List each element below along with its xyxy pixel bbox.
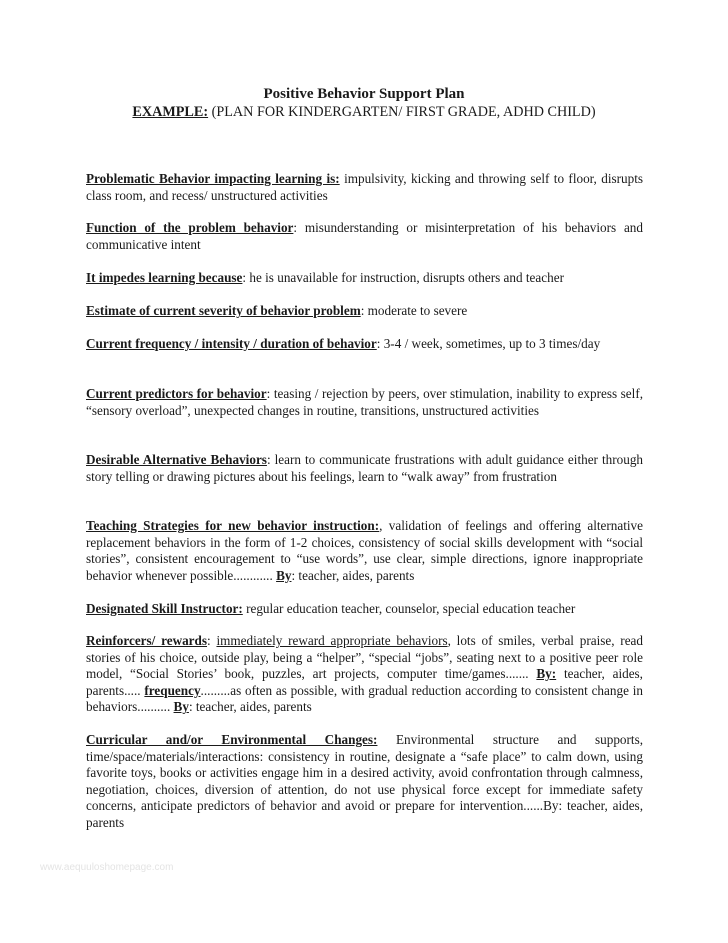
- section-problematic-behavior: [86, 171, 643, 204]
- section-text: .........as often as possible, with gradual reduction according to consistent change in behaviors..........: [86, 682, 643, 715]
- section-text: : he is unavailable for instruction, disrupts others and teacher: [242, 270, 564, 285]
- section-label: Reinforcers/ rewards: [86, 633, 208, 648]
- section-severity: [86, 303, 643, 320]
- section-label: Teaching Strategies for new behavior instruction:: [86, 518, 380, 533]
- section-text: : misunderstanding or misinterpretation of his behaviors and communicative intent: [86, 220, 643, 252]
- section-teaching: [86, 518, 643, 584]
- section-frequency: [86, 336, 643, 353]
- by-label: By: [276, 567, 292, 583]
- section-text: , validation of feelings and offering alternative replacement behaviors in the form of 1-2 choices, consistency of social skills development with “social stories”, consistent encouragement to “use words”, use clear, simple directions, ignore inappropriate behavior whenever possible............: [86, 518, 643, 583]
- frequency-label: frequency: [144, 682, 201, 698]
- section-label: Desirable Alternative Behaviors: [86, 452, 267, 467]
- section-text: : 3-4 / week, sometimes, up to 3 times/day: [376, 336, 601, 351]
- example-label: EXAMPLE:: [132, 104, 209, 120]
- section-text: :: [207, 633, 217, 648]
- section-text: : learn to communicate frustrations with adult guidance either through story telling or drawing pictures about his feelings, learn to “walk away” from frustration: [86, 452, 644, 484]
- section-function: [86, 220, 643, 253]
- section-text: : teacher, aides, parents: [188, 699, 312, 715]
- underlined-phrase: immediately reward appropriate behaviors: [216, 633, 448, 648]
- section-label: Designated Skill Instructor:: [86, 601, 243, 616]
- section-label: Current frequency / intensity / duration of behavior: [86, 336, 377, 351]
- section-text: : teasing / rejection by peers, over stimulation, inability to express self, “sensory overload”, unexpected changes in routine, transitions, unstructured activities: [86, 386, 644, 418]
- section-label: Problematic Behavior impacting learning is:: [86, 171, 340, 186]
- section-instructor: [86, 601, 643, 618]
- section-text: : moderate to severe: [360, 303, 468, 318]
- section-impedes: [86, 270, 643, 287]
- by-label: By: [173, 699, 189, 715]
- section-alternatives: [86, 452, 643, 485]
- by-label: By:: [536, 666, 557, 682]
- watermark: www.aequuloshomepage.com: [40, 862, 174, 873]
- section-label: Estimate of current severity of behavior problem: [86, 303, 361, 318]
- section-label: It impedes learning because: [86, 270, 243, 285]
- section-text: teacher, aides, parents.....: [86, 666, 643, 698]
- section-label: Current predictors for behavior: [86, 386, 267, 401]
- section-predictors: [86, 386, 643, 419]
- section-reinforcers: [86, 633, 643, 716]
- section-text: , lots of smiles, verbal praise, read stories of his choice, outside play, being a “helper”, “special “jobs”, seating next to a positive peer role model, “Social Stories’ book, puzzles, art projects, computer time/games.......: [86, 633, 643, 682]
- section-text: Environmental structure and supports, time/space/materials/interactions: consistency in routine, designate a “safe place” to calm down, using favorite toys, books or activities engage him in a desired activity, avoid confrontation through calmness, negotiation, choices, diversion of attention, do not use physical force except for immediate safety concerns, anticipate predictors of behavior and avoid or prepare for intervention......By: teacher, aides, parents: [86, 732, 644, 830]
- section-text: impulsivity, kicking and throwing self to floor, disrupts class room, and recess/ unstructured activities: [86, 171, 643, 203]
- example-text: (PLAN FOR KINDERGARTEN/ FIRST GRADE, ADHD CHILD): [208, 104, 596, 120]
- section-text: : teacher, aides, parents: [291, 567, 415, 583]
- document-title: Positive Behavior Support Plan: [263, 86, 465, 102]
- section-label: Function of the problem behavior: [86, 220, 294, 235]
- section-label: Curricular and/or Environmental Changes:: [86, 732, 378, 747]
- section-curricular: [86, 732, 643, 832]
- section-text: regular education teacher, counselor, special education teacher: [242, 601, 576, 616]
- document-subtitle: [0, 104, 728, 121]
